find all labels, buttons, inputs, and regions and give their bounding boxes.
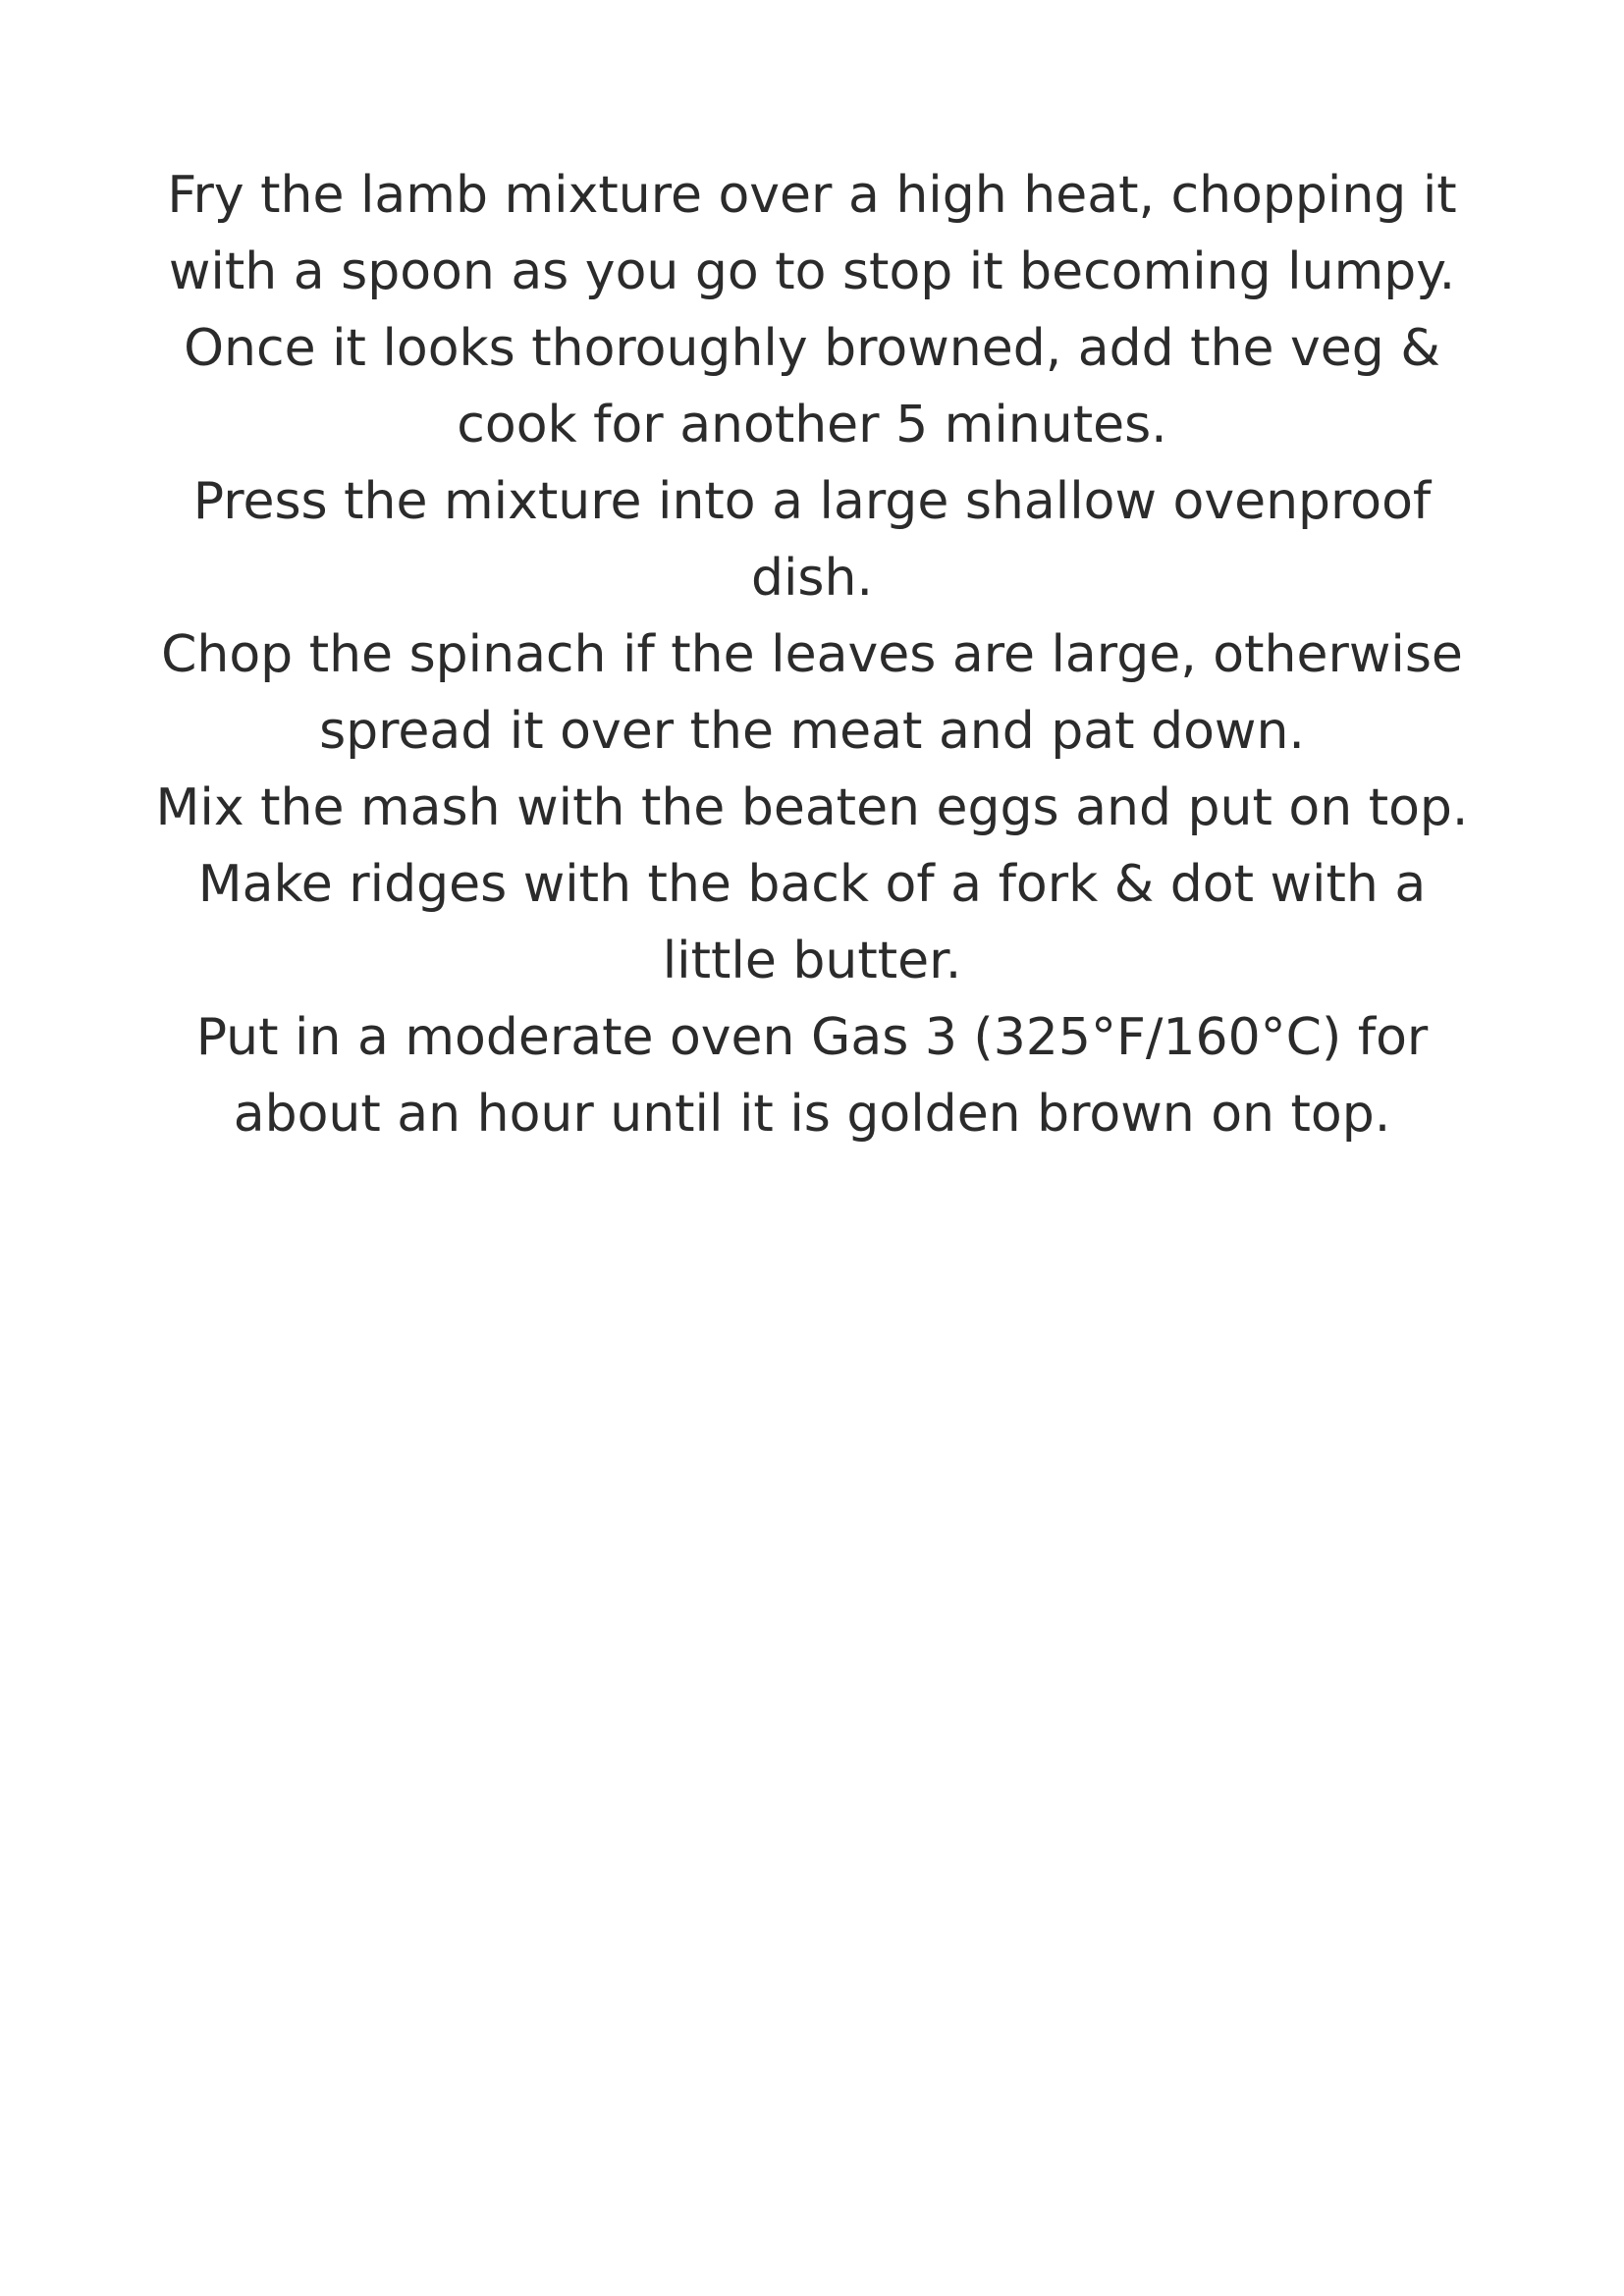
text-line: Mix the mash with the beaten eggs and put on top. — [155, 778, 1469, 837]
recipe-method-text — [147, 157, 1477, 1152]
text-line: Put in a moderate oven Gas 3 (325°F/160°C) for — [195, 1008, 1429, 1067]
text-line: Press the mixture into a large shallow ovenproof — [192, 472, 1432, 531]
text-line: dish. — [750, 549, 874, 608]
text-line: Make ridges with the back of a fork & dot with a — [197, 855, 1427, 914]
text-line: Chop the spinach if the leaves are large, otherwise — [161, 625, 1463, 684]
text-line: about an hour until it is golden brown on top. — [233, 1085, 1391, 1144]
text-line: cook for another 5 minutes. — [457, 396, 1167, 454]
text-line: spread it over the meat and pat down. — [319, 702, 1305, 761]
text-line: Fry the lamb mixture over a high heat, chopping it — [167, 166, 1457, 225]
text-line: Once it looks thoroughly browned, add the veg & — [184, 319, 1440, 378]
text-line: with a spoon as you go to stop it becoming lumpy. — [168, 242, 1456, 301]
text-line: little butter. — [662, 932, 962, 990]
